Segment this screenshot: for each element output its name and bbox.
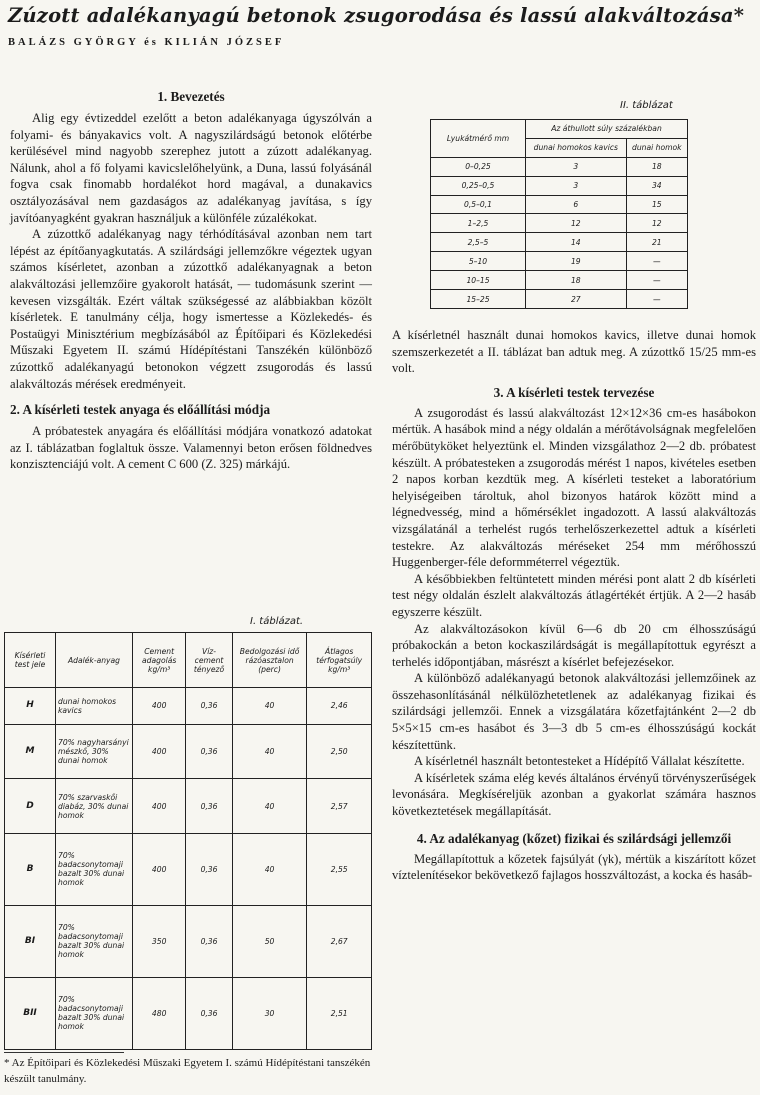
table-cell: 18 <box>626 157 687 176</box>
table-cell: 70% nagyharsányi mészkő, 30% dunai homok <box>56 724 133 778</box>
table-row <box>5 779 372 833</box>
table-cell: 400 <box>133 724 186 778</box>
table2-header-row <box>431 120 688 139</box>
table1-header: Adalék-anyag <box>56 633 133 688</box>
table-cell: B <box>5 833 56 905</box>
table-cell: 0,5–0,1 <box>431 195 526 214</box>
table-cell: 15–25 <box>431 290 526 309</box>
table-cell: 40 <box>232 688 307 725</box>
table-cell: 12 <box>626 214 687 233</box>
table-row <box>431 176 688 195</box>
table-cell: 21 <box>626 233 687 252</box>
table-row <box>431 195 688 214</box>
table-cell: 27 <box>526 290 627 309</box>
table-cell: 19 <box>526 252 627 271</box>
left-column <box>10 88 372 473</box>
section-heading-design: 3. A kísérleti testek tervezése <box>493 384 655 400</box>
table-cell: — <box>626 290 687 309</box>
table-cell: — <box>626 252 687 271</box>
table-cell: 70% szarvaskői diabáz, 30% dunai homok <box>56 779 133 833</box>
table-cell: 480 <box>133 977 186 1049</box>
table-cell: 400 <box>133 833 186 905</box>
table-cell: M <box>5 724 56 778</box>
table-row <box>5 833 372 905</box>
footnote-text: * Az Építőipari és Közlekedési Műszaki Egyetem I. számú Hídépítéstani tanszékén készült tanulmány. <box>4 1057 371 1085</box>
table-cell: 12 <box>526 214 627 233</box>
table1-header: Bedolgozási idő rázóasztalon (perc) <box>232 633 307 688</box>
article-title: Zúzott adalékanyagú betonok zsugorodása és lassú alakváltozása* <box>8 4 745 27</box>
table-cell: 2,5–5 <box>431 233 526 252</box>
table-cell: 0,25–0,5 <box>431 176 526 195</box>
table-row <box>5 688 372 725</box>
table-cell: dunai homokos kavics <box>56 688 133 725</box>
section-heading-materials: 2. A kísérleti testek anyaga és előállítási módja <box>10 402 271 418</box>
table1-header: Cement adagolás kg/m³ <box>133 633 186 688</box>
table-cell: BII <box>5 977 56 1049</box>
table2-header: dunai homokos kavics <box>526 138 627 157</box>
table2-header: dunai homok <box>626 138 687 157</box>
table-row <box>431 233 688 252</box>
paragraph: A kísérletnél használt betontesteket a Hídépítő Vállalat készítette. <box>414 754 745 769</box>
table-cell: 1–2,5 <box>431 214 526 233</box>
paragraph: A kísérletek száma elég kevés általános érvényű törvényszerűségek levonására. Megkíséreljük azonban a gyakorlat számára hasznos következtetések megállapítását. <box>392 770 756 819</box>
paragraph: Alig egy évtizeddel ezelőtt a beton adalékanyaga úgyszólván a folyami- és bányakavics volt. A nagyszilárdságú betonok előtérbe kerülésével mind nagyobb szerephez jutott a zúzott adalékanyag. Nálunk, ahol a fő folyami kavicslelőhelyünk, a Duna, lassú folyásánál fogva csak finomabb hordalékot hord magával, a dunakavics osztályozásával nem gazdaságos az adalékanyag javítása, s így javítóanyagként gyakran használjuk a különféle zúzalékokat. <box>10 111 372 225</box>
table-cell: 2,46 <box>307 688 372 725</box>
paragraph: A kísérletnél használt dunai homokos kavics, illetve dunai homok szemszerkezetét a II. táblázat ban adtuk meg. A zúzottkő 15/25 mm-es volt. <box>392 328 756 376</box>
table-cell: 2,57 <box>307 779 372 833</box>
table2-caption: II. táblázat <box>620 100 673 111</box>
table-cell: 15 <box>626 195 687 214</box>
table-cell: H <box>5 688 56 725</box>
table-cell: 0,36 <box>186 905 232 977</box>
section-heading-introduction: 1. Bevezetés <box>157 89 225 104</box>
table-cell: 70% badacsonytomaji bazalt 30% dunai homok <box>56 977 133 1049</box>
table-cell: 10–15 <box>431 271 526 290</box>
paragraph: A zsugorodást és lassú alakváltozást 12×12×36 cm-es hasábokon mértük. A hasábok mind a négy oldalán a mérőtávolságnak megfelelően mérőbütyköket helyeztünk el. Minden vizsgálathoz 2—2 db. próbatest készült. A próbatesteken a zsugorodás mérést 1 napos, kivételes esetben 2 napos korban kezdtük meg. A kísérleti testeket a laboratórium helyiségeiben tároltuk, ahol bizonyos határok között mind a légnedvesség, mind a hőmérséklet ingadozott. A lassú alakváltozás vizsgálatánál a terhelést rugós terhelőszerkezettel adtuk a kísérleti testekre. Az alakváltozás méréseket 254 mm mérőhosszú Huggenberger-féle deformméterrel végeztük. <box>392 405 756 570</box>
table-cell: 40 <box>232 724 307 778</box>
table-row <box>431 290 688 309</box>
table-row <box>431 214 688 233</box>
table-cell: 70% badacsonytomaji bazalt 30% dunai homok <box>56 833 133 905</box>
table-cell: 40 <box>232 833 307 905</box>
table-cell: 5–10 <box>431 252 526 271</box>
table-row <box>431 157 688 176</box>
table-cell: 350 <box>133 905 186 977</box>
table-cell: 0,36 <box>186 688 232 725</box>
table-cell: 30 <box>232 977 307 1049</box>
table1-header: Kísérleti test jele <box>5 633 56 688</box>
table-row <box>5 905 372 977</box>
table2 <box>430 119 688 309</box>
table-cell: 18 <box>526 271 627 290</box>
table-cell: 0,36 <box>186 724 232 778</box>
table-cell: 40 <box>232 779 307 833</box>
table-cell: 6 <box>526 195 627 214</box>
paragraph: A különböző adalékanyagú betonok alakváltozási jellemzőinek az összehasonlításánál nélkülözhetetlenek az adalékanyag fizikai és szilárdsági jellemzői. Ennek a vizsgálatára kőzetfajtánként 2—2 db 5×5×15 cm-es hasábot és 3—3 db 5 cm-es élhosszúságú kockát készítettünk. <box>392 671 756 752</box>
table-cell: 0–0,25 <box>431 157 526 176</box>
table-cell: 400 <box>133 688 186 725</box>
table-cell: 50 <box>232 905 307 977</box>
table1-header: Átlagos térfogatsúly kg/m³ <box>307 633 372 688</box>
table1-header-row <box>5 633 372 688</box>
table-row <box>5 724 372 778</box>
table1 <box>4 632 372 1050</box>
paragraph: Megállapítottuk a kőzetek fajsúlyát (γk), mértük a kiszárított kőzet víztelenítésekor bekövetkező fajlagos hosszváltozást, a kocka és hasáb- <box>392 851 756 883</box>
table-row <box>431 271 688 290</box>
table-cell: 2,51 <box>307 977 372 1049</box>
table-cell: 0,36 <box>186 977 232 1049</box>
table-cell: BI <box>5 905 56 977</box>
table-cell: 0,36 <box>186 779 232 833</box>
table2-header: Az áthullott súly százalékban <box>526 120 688 139</box>
table-cell: 2,67 <box>307 905 372 977</box>
table-cell: 3 <box>526 176 627 195</box>
table-cell: 400 <box>133 779 186 833</box>
footnote <box>4 1056 384 1087</box>
table-cell: 3 <box>526 157 627 176</box>
table-cell: 2,50 <box>307 724 372 778</box>
table-cell: — <box>626 271 687 290</box>
table-cell: 14 <box>526 233 627 252</box>
right-column <box>392 327 756 884</box>
table-cell: 0,36 <box>186 833 232 905</box>
table1-header: Víz-cement tényező <box>186 633 232 688</box>
table-cell: 34 <box>626 176 687 195</box>
paragraph: A későbbiekben feltüntetett minden mérési pont alatt 2 db kísérleti test négy oldalán észlelt alakváltozás átlagértékét értjük. A 2—2 hasáb egyszerre készült. <box>392 571 756 619</box>
article-authors: BALÁZS GYÖRGY és KILIÁN JÓZSEF <box>8 37 285 48</box>
table-cell: 2,55 <box>307 833 372 905</box>
table1-caption: I. táblázat. <box>250 616 304 627</box>
section-heading-aggregate: 4. Az adalékanyag (kőzet) fizikai és szilárdsági jellemzői <box>416 830 732 846</box>
table-cell: 70% badacsonytomaji bazalt 30% dunai homok <box>56 905 133 977</box>
table-row <box>5 977 372 1049</box>
paragraph: Az alakváltozásokon kívül 6—6 db 20 cm élhosszúságú próbakockán a beton kockaszilárdságát is megállapítottuk egyrészt a terhelés időpontjában, másrészt a kísérlet befejezésekor. <box>392 621 756 669</box>
table2-header: Lyukátmérő mm <box>431 120 526 158</box>
table-cell: D <box>5 779 56 833</box>
table-row <box>431 252 688 271</box>
paragraph: A zúzottkő adalékanyag nagy térhódításával azonban nem tart lépést az építőanyagkutatás. A szilárdsági jellemzőkre végeztek ugyan számos kísérletet, azonban a zúzottkő adalékanyagnak a beton alakváltozási jellemzőire gyakorolt hatását, — tudomásunk szerint — kevesen vizsgálták. Ezért váltak szükségessé az alábbiakban közölt kísérletek. E tanulmány célja, hogy ismertesse a Közlekedés- és Postaügyi Minisztérium megbízásából az Építőipari és Közlekedési Műszaki Egyetem II. számú Hídépítéstani Tanszékén különböző zúzottkő adalékanyagú betonokon végzett zsugorodás és lassú alakváltozás mérések eredményeit. <box>10 227 372 391</box>
footnote-divider <box>4 1052 124 1053</box>
paragraph: A próbatestek anyagára és előállítási módjára vonatkozó adatokat az I. táblázatban foglaltuk össze. Valamennyi beton erősen földnedves konzisztenciájú volt. A cement C 600 (Z. 325) márkájú. <box>10 424 372 472</box>
